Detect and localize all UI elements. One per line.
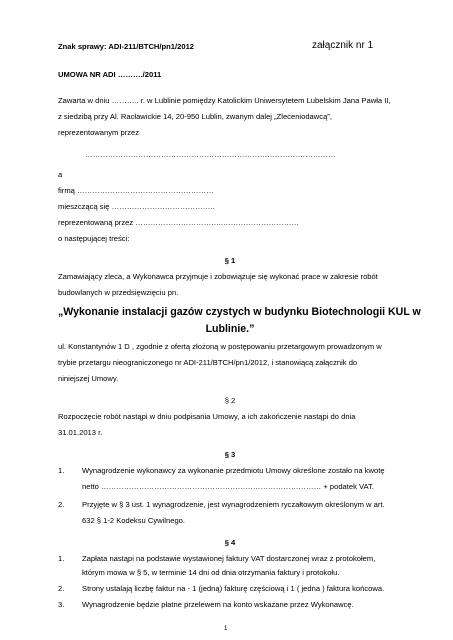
section-1-heading: § 1: [224, 256, 236, 265]
representative-dotted-line: ………………………………………………………………………………………: [85, 150, 336, 159]
section-3-item-1-line-2: netto …………………………………………………………………………… + podatek VAT.: [82, 482, 374, 491]
representative-line: reprezentowaną przez ……………………………..…………………………: [58, 218, 299, 227]
following-content-line: o następującej treści:: [58, 234, 130, 243]
intro-line-1: Zawarta w dniu ……….. r. w Lublinie pomiędzy Katolickim Uniwersytetem Lubelskim Jana Pawła II,: [58, 96, 391, 105]
project-title-line-2: Lublinie.”: [205, 323, 255, 335]
section-3-item-2-line-1: Przyjęte w § 3 ust. 1 wynagrodzenie, jest wynagrodzeniem ryczałtowym określonym w art.: [82, 500, 385, 509]
section-2-heading: § 2: [224, 396, 236, 405]
contract-title: UMOWA NR ADI ………./2011: [58, 70, 162, 79]
section-4-item-1-line-1: Zapłata nastąpi na podstawie wystawionej faktury VAT dostarczonej wraz z protokołem,: [82, 554, 376, 563]
seat-line: mieszczącą się …………………………………..: [58, 202, 215, 211]
section-4-item-2-number: 2.: [58, 584, 65, 593]
section-4-heading: § 4: [224, 538, 236, 547]
conjunction-a: a: [58, 170, 63, 179]
case-number: Znak sprawy: ADI-211/BTCH/pn1/2012: [58, 42, 195, 51]
section-2-line-1: Rozpoczęcie robót nastąpi w dniu podpisania Umowy, a ich zakończenie nastąpi do dnia: [58, 412, 356, 421]
section-1-line-2: budowlanych w przedsięwzięciu pn.: [58, 288, 179, 297]
firm-line: firmą ………………………………………………: [58, 186, 214, 195]
section-4-item-1-number: 1.: [58, 554, 65, 563]
section-3-item-2-number: 2.: [58, 500, 65, 509]
section-3-item-2-line-2: 632 § 1-2 Kodeksu Cywilnego.: [82, 516, 186, 525]
section-1-line-5: niniejszej Umowy.: [58, 374, 119, 383]
section-3-item-1-number: 1.: [58, 466, 65, 475]
section-2-line-2: 31.01.2013 r.: [58, 428, 103, 437]
section-1-line-1: Zamawiający zleca, a Wykonawca przyjmuje i zobowiązuje się wykonać prace w zakresie robót: [58, 272, 378, 281]
section-1-line-3: ul. Konstantynów 1 D , zgodnie z ofertą złożoną w postępowaniu przetargowym prowadzonym w: [58, 342, 382, 351]
intro-line-3: reprezentowanym przez: [58, 128, 140, 137]
section-4-item-3-line-1: Wynagrodzenie będzie płatne przelewem na konto wskazane przez Wykonawcę.: [82, 600, 354, 609]
section-3-heading: § 3: [224, 450, 236, 459]
section-1-line-4: trybie przetargu nieograniczonego nr ADI-211/BTCH/pn1/2012, i stanowiącą załącznik do: [58, 358, 358, 367]
section-4-item-3-number: 3.: [58, 600, 65, 609]
section-4-item-2-line-1: Strony ustalają liczbę faktur na - 1 (jedną) fakturę częściową i 1 ( jedna ) faktura końcowa.: [82, 584, 385, 593]
attachment-label: załącznik nr 1: [312, 40, 374, 51]
project-title-line-1: „Wykonanie instalacji gazów czystych w budynku Biotechnologii KUL w: [58, 306, 421, 318]
page-number: 1: [224, 626, 228, 632]
intro-line-2: z siedzibą przy Al. Racławickie 14, 20-950 Lublin, zwanym dalej „Zleceniodawcą”,: [58, 112, 332, 121]
section-3-item-1-line-1: Wynagrodzenie wykonawcy za wykonanie przedmiotu Umowy określone zostało na kwotę: [82, 466, 385, 475]
section-4-item-1-line-2: którym mowa w § 5, w terminie 14 dni od dnia otrzymania faktury i protokołu.: [82, 568, 340, 577]
